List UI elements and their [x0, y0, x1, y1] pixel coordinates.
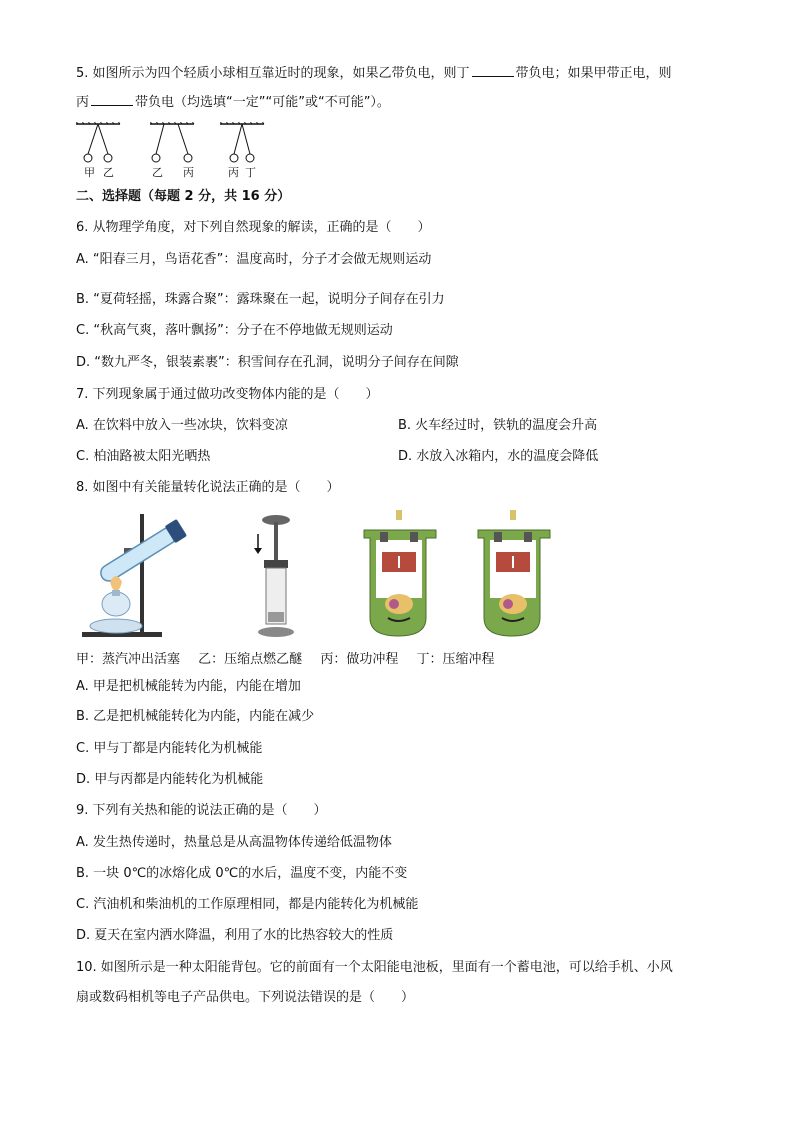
charged-balls-figure — [74, 122, 274, 182]
compression-stroke-figure — [472, 508, 556, 643]
q6-option-a[interactable]: A. “阳春三月，鸟语花香”：温度高时，分子才会做无规则运动 — [76, 252, 432, 267]
q8-captions — [76, 648, 508, 667]
q5-text-b: 带负电；如果甲带正电，则 — [515, 66, 672, 81]
q8-stem: 8. 如图中有关能量转化说法正确的是（ ） — [76, 480, 340, 495]
ball-label-yi-2: 乙 — [152, 166, 163, 179]
q9-option-a[interactable]: A. 发生热传递时，热量总是从高温物体传递给低温物体 — [76, 835, 392, 850]
q5-line1 — [76, 64, 672, 83]
ball-label-bing-2: 丙 — [228, 166, 239, 179]
q5-line2 — [76, 93, 390, 112]
q9-option-c[interactable]: C. 汽油机和柴油机的工作原理相同，都是内能转化为机械能 — [76, 897, 419, 912]
q8-option-d[interactable]: D. 甲与丙都是内能转化为机械能 — [76, 772, 264, 787]
section-title: 二、选择题（每题 2 分，共 16 分） — [76, 189, 291, 204]
q7-option-c[interactable]: C. 柏油路被太阳光晒热 — [76, 449, 211, 464]
q6-stem: 6. 从物理学角度，对下列自然现象的解读，正确的是（ ） — [76, 220, 431, 235]
caption-bing: 丙：做功冲程 — [320, 652, 399, 667]
caption-ding: 丁：压缩冲程 — [416, 652, 495, 667]
q6-option-b[interactable]: B. “夏荷轻摇，珠露合聚”：露珠聚在一起，说明分子间存在引力 — [76, 292, 445, 307]
q8-figures — [76, 508, 556, 643]
q10-line1: 10. 如图所示是一种太阳能背包。它的前面有一个太阳能电池板，里面有一个蓄电池，可以给手机、小风 — [76, 960, 673, 975]
caption-yi: 乙：压缩点燃乙醚 — [198, 652, 303, 667]
ball-label-yi-1: 乙 — [103, 166, 114, 179]
q7-option-a[interactable]: A. 在饮料中放入一些冰块，饮料变凉 — [76, 418, 288, 433]
ball-label-jia: 甲 — [84, 166, 95, 179]
q7-option-d[interactable]: D. 水放入冰箱内，水的温度会降低 — [398, 449, 599, 464]
q5-text-c: 丙 — [76, 95, 90, 110]
compress-cylinder-figure — [244, 508, 314, 643]
q7-stem: 7. 下列现象属于通过做功改变物体内能的是（ ） — [76, 387, 379, 402]
q7-option-b[interactable]: B. 火车经过时，铁轨的温度会升高 — [398, 418, 598, 433]
q8-option-b[interactable]: B. 乙是把机械能转化为内能，内能在减少 — [76, 709, 315, 724]
q10-line2: 扇或数码相机等电子产品供电。下列说法错误的是（ ） — [76, 990, 415, 1005]
q5-blank-2[interactable] — [91, 93, 133, 106]
q9-option-b[interactable]: B. 一块 0℃的冰熔化成 0℃的水后，温度不变，内能不变 — [76, 866, 408, 881]
q6-option-c[interactable]: C. “秋高气爽，落叶飘扬”：分子在不停地做无规则运动 — [76, 323, 393, 338]
q5-blank-1[interactable] — [472, 64, 514, 77]
ball-label-bing-1: 丙 — [183, 166, 194, 179]
q5-text-a: 5. 如图所示为四个轻质小球相互靠近时的现象，如果乙带负电，则丁 — [76, 66, 470, 81]
q9-stem: 9. 下列有关热和能的说法正确的是（ ） — [76, 803, 327, 818]
q8-option-c[interactable]: C. 甲与丁都是内能转化为机械能 — [76, 741, 263, 756]
ball-label-ding: 丁 — [245, 166, 256, 179]
q5-text-d: 带负电（均选填“一定”“可能”或“不可能”）。 — [135, 95, 390, 110]
caption-jia: 甲：蒸汽冲出活塞 — [76, 652, 181, 667]
steam-tube-figure — [76, 508, 196, 643]
q9-option-d[interactable]: D. 夏天在室内洒水降温，利用了水的比热容较大的性质 — [76, 928, 394, 943]
q8-option-a[interactable]: A. 甲是把机械能转为内能，内能在增加 — [76, 679, 301, 694]
power-stroke-figure — [358, 508, 442, 643]
q6-option-d[interactable]: D. “数九严冬，银装素裹”：积雪间存在孔洞，说明分子间存在间隙 — [76, 355, 459, 370]
